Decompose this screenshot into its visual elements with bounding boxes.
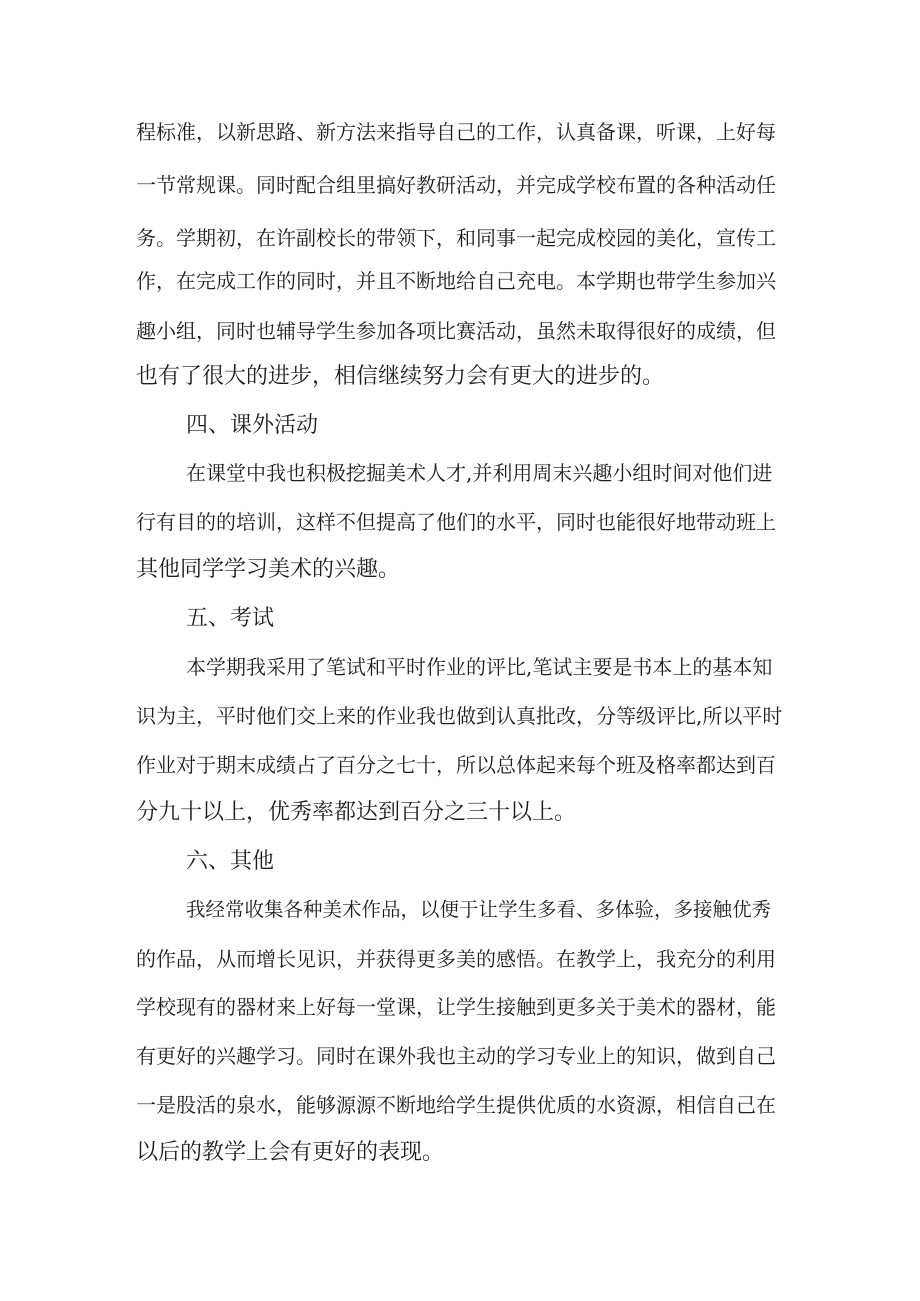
paragraph-line: 有更好的兴趣学习。同时在课外我也主动的学习专业上的知识，做到自己: [136, 1044, 776, 1068]
paragraph-line: 务。学期初，在许副校长的带领下，和同事一起完成校园的美化，宣传工: [136, 226, 776, 250]
paragraph-line: 也有了很大的进步，相信继续努力会有更大的进步的。: [136, 364, 665, 389]
paragraph-line: 识为主，平时他们交上来的作业我也做到认真批改，分等级评比,所以平时: [136, 704, 783, 728]
section-heading: 四、课外活动: [186, 413, 319, 438]
paragraph-line: 其他同学学习美术的兴趣。: [136, 557, 401, 582]
paragraph-line: 作业对于期末成绩占了百分之七十，所以总体起来每个班及格率都达到百: [136, 753, 776, 777]
paragraph-line: 一是股活的泉水，能够源源不断地给学生提供优质的水资源，相信自己在: [136, 1093, 776, 1117]
paragraph-line: 我经常收集各种美术作品，以便于让学生多看、多体验，多接触优秀: [186, 898, 772, 921]
section-heading: 六、其他: [186, 849, 275, 874]
paragraph-line: 的作品，从而增长见识，并获得更多美的感悟。在教学上，我充分的利用: [136, 947, 776, 971]
paragraph-line: 行有目的的培训，这样不但提高了他们的水平，同时也能很好地带动班上: [136, 510, 776, 534]
paragraph-line: 分九十以上，优秀率都达到百分之三十以上。: [136, 800, 577, 825]
paragraph-line: 在课堂中我也积极挖掘美术人才,并利用周末兴趣小组时间对他们进: [186, 461, 773, 485]
paragraph-line: 程标准，以新思路、新方法来指导自己的工作，认真备课，听课，上好每: [136, 120, 776, 144]
paragraph-line: 本学期我采用了笔试和平时作业的评比,笔试主要是书本上的基本知: [186, 655, 773, 679]
paragraph-line: 以后的教学上会有更好的表现。: [136, 1140, 445, 1165]
paragraph-line: 学校现有的器材来上好每一堂课，让学生接触到更多关于美术的器材，能: [136, 995, 776, 1019]
section-heading: 五、考试: [186, 606, 275, 631]
paragraph-line: 一节常规课。同时配合组里搞好教研活动，并完成学校布置的各种活动任: [136, 173, 776, 197]
paragraph-line: 作，在完成工作的同时，并且不断地给自己充电。本学期也带学生参加兴: [136, 269, 776, 293]
paragraph-line: 趣小组，同时也辅导学生参加各项比赛活动，虽然未取得很好的成绩，但: [136, 319, 776, 343]
